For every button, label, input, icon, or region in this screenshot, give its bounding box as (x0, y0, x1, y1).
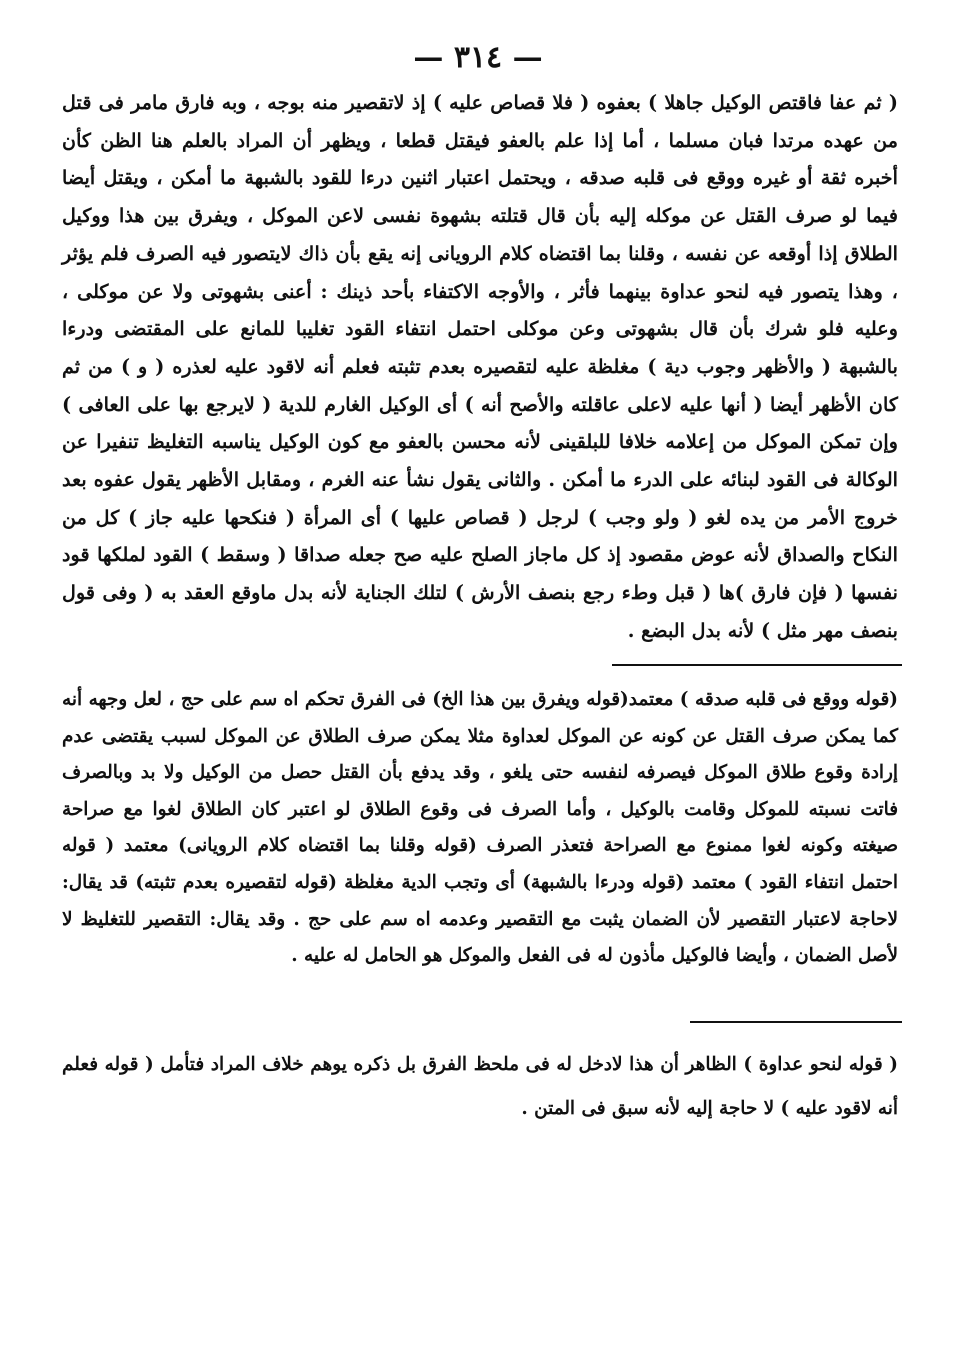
commentary-paragraph-1: (قوله ووقع فى قلبه صدقه ) معتمد(قوله ويفرق بين هذا الخ) فى الفرق تحكم اه سم على حج ، لعل وجهه أنه كما يمكن صرف القتل عن كونه عن الموكل لعداوة مثلا يمكن صرف الطلاق عن الموكل لسبب يقتضى عدم إرادة وقوع طلاق الموكل فيصرفه لنفسه حتى يلغو ، وقد يدفع بأن القتل حصل من الوكيل ولا بد وبالصرف فاتت نسبته للموكل وقامت بالوكيل ، وأما الصرف فى وقوع الطلاق لو اعتبر كان الطلاق لغوا مع صراحة صيغته وكونه لغوا ممنوع مع الصراحة فتعذر الصرف (قوله وقلنا بما اقتضاه كلام الرويانى) معتمد ( قوله احتمل انتفاء القود ) معتمد (قوله ودرءا بالشبهة) أى وتجب الدية مغلظة (قوله لتقصيره بعدم تثبته) قد يقال: لاحاجة لاعتبار التقصير لأن الضمان يثبت مع التقصير وعدمه اه سم على حج . وقد يقال: التقصير للتغليظ لا لأصل الضمان ، وأيضا فالوكيل مأذون له فى الفعل والموكل هو الحامل له عليه . (62, 689, 898, 967)
main-text-paragraph: ( ثم عفا فاقتص الوكيل جاهلا ) بعفوه ( فلا قصاص عليه ) إذ لاتقصير منه بوجه ، وبه فارق مامر فى قتل من عهده مرتدا فبان مسلما ، أما إذا علم بالعفو فيقتل قطعا ، ويظهر أن المراد بالعلم هنا الظن كأن أخبره ثقة أو غيره ووقع فى قلبه صدقه ، ويحتمل اعتبار اثنين درءا للقود بالشبهة ما أمكن ، ويقتل أيضا فيما لو صرف القتل عن موكله إليه بأن قال قتلته بشهوة نفسى لاعن الموكل ، ويفرق بين هذا ووكيل الطلاق إذا أوقعه عن نفسه ، وقلنا بما اقتضاه كلام الرويانى إنه يقع بأن ذاك لايتصور فيه الصرف فلم يؤثر ، وهذا يتصور فيه لنحو عداوة بينهما فأثر ، والأوجه الاكتفاء بأحد ذينك : أعنى بشهوتى ولا عن موكلى ، وعليه فلو شرك بأن قال بشهوتى وعن موكلى احتمل انتفاء القود تغليبا للمانع على المقتضى ودرءا بالشبهة ( والأظهر وجوب دية ) مغلظة عليه لتقصيره بعدم تثبته فعلم أنه لاقود عليه لعذره ( و ) من ثم كان الأظهر أيضا ( أنها عليه لاعلى عاقلته والأصح أنه ) أى الوكيل الغارم للدية ( لايرجع بها على العافى ) وإن تمكن الموكل من إعلامه خلافا للبلقينى لأنه محسن بالعفو مع كون الوكيل يناسبه التغليظ تنفيرا عن الوكالة فى القود لبنائه على الدرء ما أمكن . والثانى يقول نشأ عنه الغرم ، ومقابل الأظهر يقول عفوه بعد خروج الأمر من يده لغو ( ولو وجب ) لرجل ( قصاص عليها ) أى المرأة ( فنكحها عليه جاز ) كل من النكاح والصداق لأنه عوض مقصود إذ كل ماجاز الصلح عليه صح جعله صداقا ( وسقط ) القود لملكها قود نفسها ( فإن فارق )ها ( قبل وطء رجع بنصف الأرش ) لتلك الجناية لأنه بدل ماوقع العقد به ( وفى قول بنصف مهر مثل ) لأنه بدل البضع . (62, 91, 898, 642)
footnote-separator-rule (612, 664, 902, 666)
footnote-separator-rule-2 (690, 1021, 902, 1023)
page-number: — ٣١٤ — (413, 40, 543, 75)
commentary-paragraph-2: ( قوله لنحو عداوة ) الظاهر أن هذا لادخل له فى ملحظ الفرق بل ذكره يوهم خلاف المراد فتأمل ( قوله فعلم أنه لاقود عليه ) لا حاجة إليه لأنه سبق فى المتن . (62, 1054, 898, 1119)
